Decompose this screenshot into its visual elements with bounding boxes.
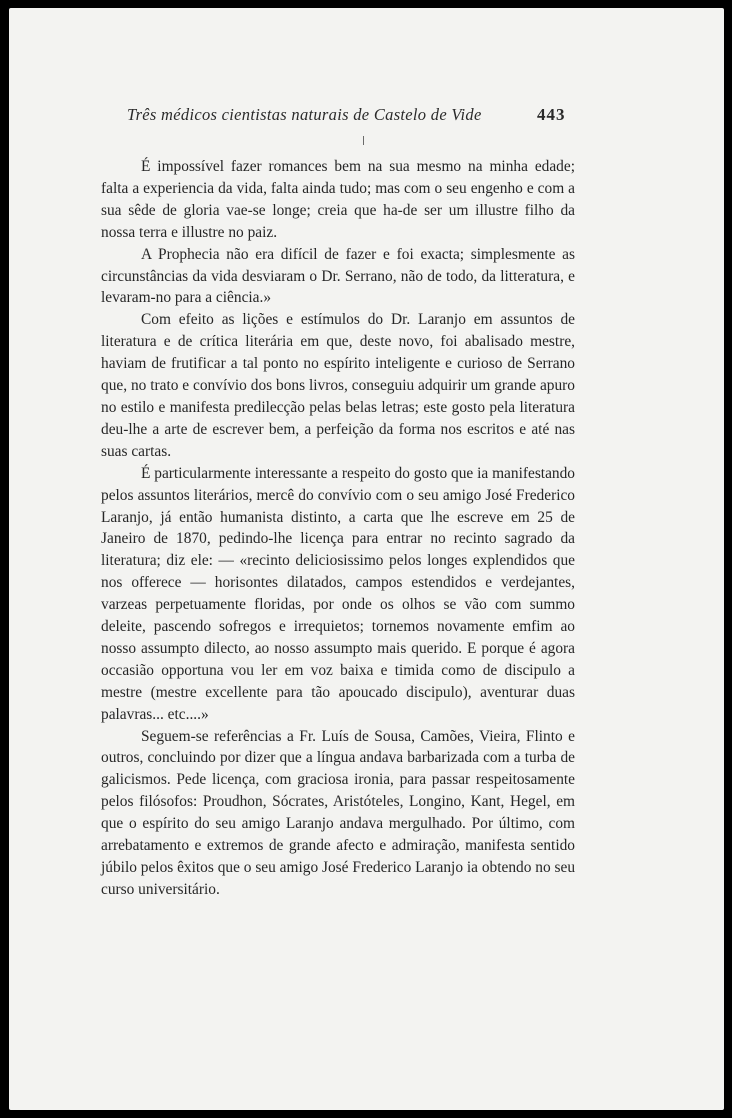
paragraph-4: É particularmente interessante a respeito do gosto que ia manifestando pelos assuntos literários, mercê do convívio com o seu amigo José Frederico Laranjo, já então humanista distinto, a carta que lhe escreve em 25 de Janeiro de 1870, pedindo-lhe licença para entrar no recinto sagrado da literatura; diz ele: — «recinto deliciosissimo pelos longes explendidos que nos offerece — horisontes dilatados, campos estendidos e verdejantes, varzeas perpetuamente floridas, por onde os olhos se vão com summo deleite, pascendo sofregos e irrequietos; tornemos novamente emfim ao nosso assumpto dilecto, ao nosso assumpto mais querido. E porque é agora occasião opportuna vou ler em voz baixa e timida como de discipulo a mestre (mestre excellente para tão apoucado discipulo), aventurar duas palavras... etc....» xyxy=(101,464,575,723)
paragraph-3: Com efeito as lições e estímulos do Dr. Laranjo em assuntos de literatura e de crítica literária em que, deste novo, foi abalisado mestre, haviam de frutificar a tal ponto no espírito inteligente e curioso de Serrano que, no trato e convívio dos bons livros, conseguiu adquirir um grande apuro no estilo e manifesta predilecção pelas belas letras; este gosto pela literatura deu-lhe a arte de escrever bem, a perfeição da forma nos escritos e até nas suas cartas. xyxy=(101,311,575,460)
body-text xyxy=(101,156,575,901)
page-number: 443 xyxy=(537,105,566,124)
document-page xyxy=(9,8,724,1110)
paragraph-2: A Prophecia não era difícil de fazer e foi exacta; simplesmente as circunstâncias da vida desviaram o Dr. Serrano, não de todo, da litteratura, e levaram-no para a ciência.» xyxy=(101,245,575,307)
margin-mark xyxy=(363,136,364,145)
paragraph-1: É impossível fazer romances bem na sua mesmo na minha edade; falta a experiencia da vida, falta ainda tudo; mas com o seu engenho e com a sua sêde de gloria vae-se longe; creia que ha-de ser um illustre filho da nossa terra e illustre no paiz. xyxy=(101,158,575,241)
running-header: Três médicos cientistas naturais de Castelo de Vide xyxy=(127,105,482,124)
paragraph-5: Seguem-se referências a Fr. Luís de Sousa, Camões, Vieira, Flinto e outros, concluindo por dizer que a língua andava barbarizada com a turba de galicismos. Pede licença, com graciosa ironia, para passar respeitosamente pelos filósofos: Proudhon, Sócrates, Aristóteles, Longino, Kant, Hegel, em que o espírito do seu amigo Laranjo andava mergulhado. Por último, com arrebatamento e extremos de grande afecto e admiração, manifesta sentido júbilo pelos êxitos que o seu amigo José Frederico Laranjo ia obtendo no seu curso universitário. xyxy=(101,727,576,898)
